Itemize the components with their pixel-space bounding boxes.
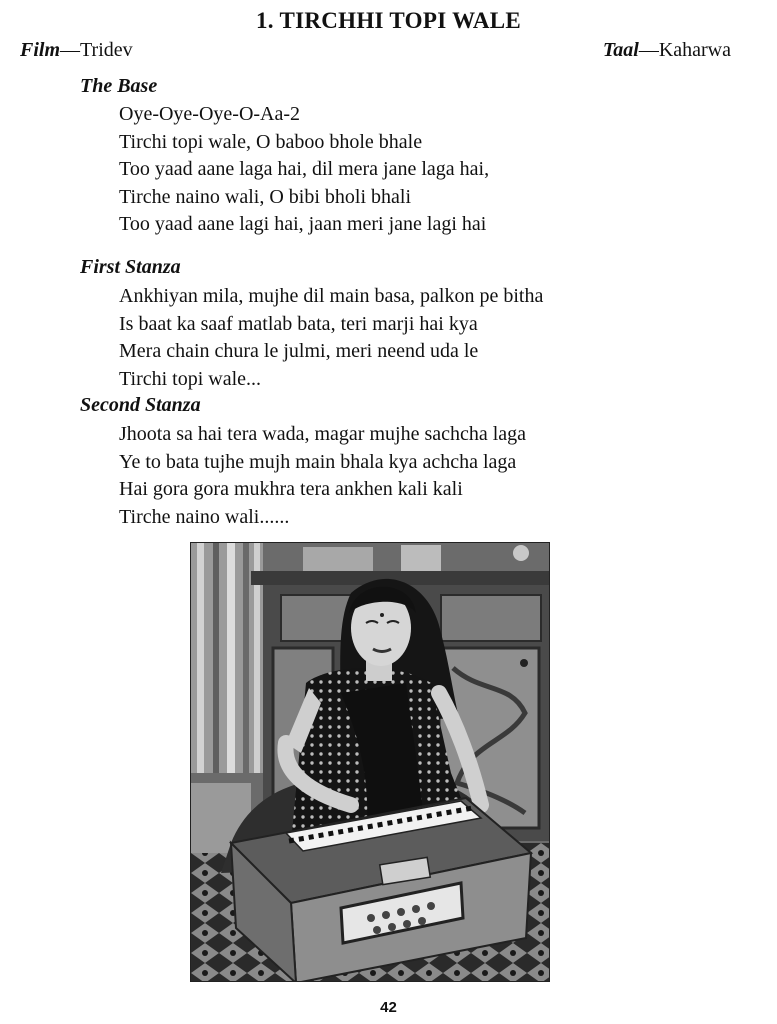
lyric-line: Tirchi topi wale... (119, 367, 262, 390)
base-lyrics (119, 101, 489, 239)
base-heading: The Base (80, 75, 158, 97)
lyric-line: Oye-Oye-Oye-O-Aa-2 (119, 103, 301, 125)
first-stanza-heading: First Stanza (80, 256, 181, 278)
second-stanza-lyrics (119, 421, 526, 531)
photo-illustration (191, 543, 550, 982)
lyric-line: Hai gora gora mukhra tera ankhen kali kali (119, 478, 463, 501)
lyric-line: Tirchi topi wale, O baboo bhole bhale (119, 130, 423, 153)
lyric-line: Tirche naino wali, O bibi bholi bhali (119, 185, 412, 208)
page-number: 42 (380, 999, 397, 1016)
lyric-line: Ye to bata tujhe mujh main bhala kya achcha laga (119, 450, 517, 473)
film-label: Film (20, 39, 61, 61)
film-value: Tridev (80, 39, 133, 61)
lyric-line: Jhoota sa hai tera wada, magar mujhe sachcha laga (119, 423, 527, 445)
taal-value: Kaharwa (658, 39, 731, 61)
film-info (20, 39, 133, 62)
lyric-line: Is baat ka saaf matlab bata, teri marji hai kya (119, 312, 478, 335)
lyric-line: Mera chain chura le julmi, meri neend uda le (119, 340, 479, 363)
film-dash: — (60, 39, 81, 61)
second-stanza-heading: Second Stanza (80, 394, 201, 416)
taal-label: Taal (602, 39, 639, 61)
lyric-line: Ankhiyan mila, mujhe dil main basa, palkon pe bitha (119, 285, 544, 307)
page-title: 1. TIRCHHI TOPI WALE (255, 8, 522, 33)
lyric-line: Tirche naino wali...... (119, 505, 290, 528)
taal-dash: — (638, 39, 659, 61)
taal-info (603, 39, 731, 62)
lyric-line: Too yaad aane lagi hai, jaan meri jane lagi hai (119, 213, 487, 236)
harmonium-player-photo (190, 542, 550, 982)
lyric-line: Too yaad aane laga hai, dil mera jane laga hai, (119, 158, 490, 181)
first-stanza-lyrics (119, 283, 543, 393)
